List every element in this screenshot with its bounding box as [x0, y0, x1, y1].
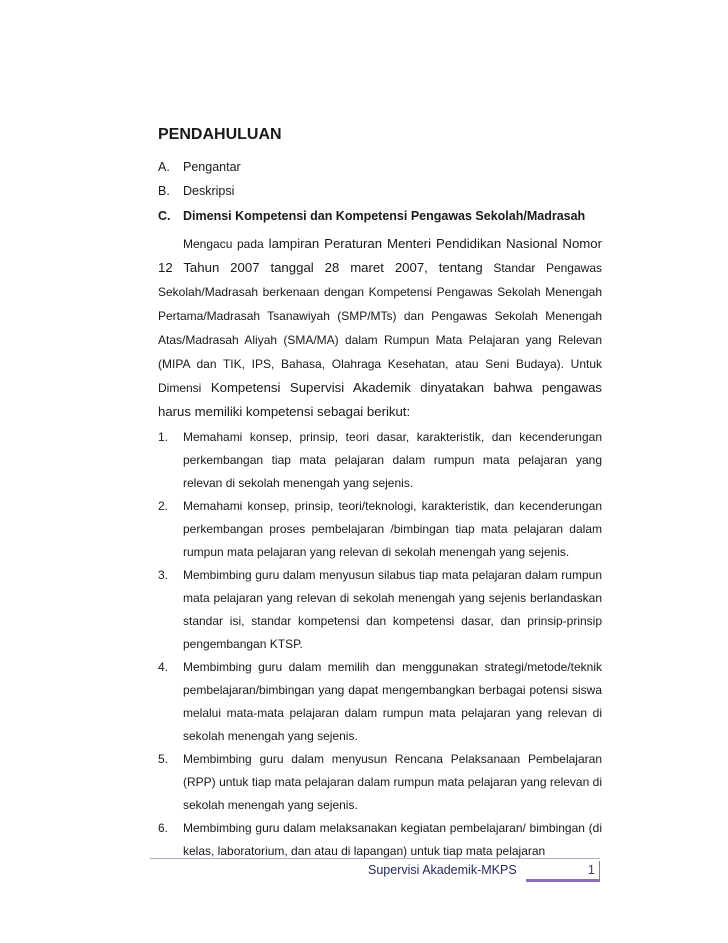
- competency-list: [158, 426, 602, 863]
- list-number: 3.: [158, 568, 169, 582]
- list-text: Membimbing guru dalam memilih dan menggunakan strategi/metode/teknik pembelajaran/bimbingan yang dapat mengembangkan berbagai potensi siswa melalui mata-mata pelajaran dalam rumpun mata pelajaran yang relevan di sekolah menengah yang sejenis.: [183, 660, 602, 743]
- footer-divider: [150, 858, 600, 859]
- section-text: Dimensi Kompetensi dan Kompetensi Pengawas Sekolah/Madrasah: [183, 209, 586, 223]
- list-item: [158, 495, 602, 564]
- page-title: PENDAHULUAN: [158, 126, 282, 143]
- paragraph-text-1: lampiran Peraturan Menteri Pendidikan Nasional Nomor 12 Tahun 2007 tanggal 28 maret 2007, tentang: [158, 236, 602, 275]
- list-item: [158, 564, 602, 656]
- list-item: [158, 748, 602, 817]
- footer-title: Supervisi Akademik-MKPS: [368, 863, 517, 877]
- paragraph-text-2: Kompetensi Supervisi Akademik dinyatakan bahwa pengawas harus memiliki kompetensi sebagai berikut:: [158, 380, 602, 419]
- paragraph-lead: Mengacu pada: [183, 237, 264, 251]
- list-text: Membimbing guru dalam menyusun Rencana Pelaksanaan Pembelajaran (RPP) untuk tiap mata pelajaran dalam rumpun mata pelajaran yang relevan di sekolah menengah yang sejenis.: [183, 752, 602, 812]
- section-letter: B.: [158, 184, 170, 198]
- section-letter: C.: [158, 209, 171, 223]
- list-item: [158, 656, 602, 748]
- list-number: 4.: [158, 660, 169, 674]
- list-item: [158, 426, 602, 495]
- paragraph-standard: Standar Pengawas Sekolah/Madrasah berkenaan dengan Kompetensi Pengawas Sekolah Menengah Pertama/Madrasah Tsanawiyah (SMP/MTs) dan Pengawas Sekolah Menengah Atas/Madrasah Aliyah (SMA/MA) dalam Rumpun Mata Pelajaran yang Relevan (MIPA dan TIK, IPS, Bahasa, Olahraga Kesehatan, atau Seni Budaya). Untuk Dimensi: [158, 261, 602, 395]
- intro-paragraph: [158, 232, 602, 423]
- page-number-box: [526, 861, 600, 882]
- list-number: 1.: [158, 430, 169, 444]
- page-number: 1: [587, 862, 595, 877]
- list-text: Memahami konsep, prinsip, teori/teknologi, karakteristik, dan kecenderungan perkembangan proses pembelajaran /bimbingan tiap mata pelajaran dalam rumpun mata pelajaran yang relevan di sekolah menengah yang sejenis.: [183, 499, 602, 559]
- section-letter: A.: [158, 160, 170, 174]
- list-text: Memahami konsep, prinsip, teori dasar, karakteristik, dan kecenderungan perkembangan tiap mata pelajaran dalam rumpun mata pelajaran yang relevan di sekolah menengah yang sejenis.: [183, 430, 602, 490]
- list-item: [158, 817, 602, 863]
- section-c: [158, 209, 585, 223]
- list-number: 6.: [158, 821, 169, 835]
- list-text: Membimbing guru dalam menyusun silabus tiap mata pelajaran dalam rumpun mata pelajaran yang relevan di sekolah menengah yang sejenis berlandaskan standar isi, standar kompetensi dan kompetensi dasar, dan prinsip-prinsip pengembangan KTSP.: [183, 568, 602, 651]
- section-text: Pengantar: [183, 160, 241, 174]
- section-a: [158, 160, 241, 174]
- section-b: [158, 184, 234, 198]
- list-number: 5.: [158, 752, 169, 766]
- list-number: 2.: [158, 499, 169, 513]
- list-text: Membimbing guru dalam melaksanakan kegiatan pembelajaran/ bimbingan (di kelas, laboratorium, dan atau di lapangan) untuk tiap mata pelajaran: [183, 821, 602, 858]
- section-text: Deskripsi: [183, 184, 235, 198]
